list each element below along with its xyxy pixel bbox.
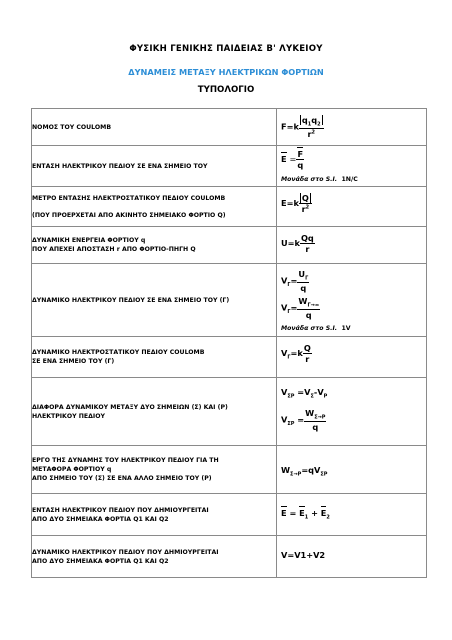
formula-cell [277,264,427,337]
coulomb-formula: F=k $\frac{q_1q_2}{r^2}$ [281,115,324,139]
formula-cell [277,536,427,578]
formula-row-coulomb [32,109,427,146]
row-label: ΜΕΤΡΟ ΕΝΤΑΣΗΣ ΗΛΕΚΤΡΟΣΤΑΤΙΚΟΥ ΠΕΔΙΟΥ COULOMB (ΠΟΥ ΠΡΟΕΡΧΕΤΑΙ ΑΠΟ ΑΚΙΝΗΤΟ ΣΗΜΕΙΑΚΟ ΦΟΡΤΙΟ Q) [32,187,277,227]
row-label: ΔΥΝΑΜΙΚΟ ΗΛΕΚΤΡΙΚΟΥ ΠΕΔΙΟΥ ΣΕ ΕΝΑ ΣΗΜΕΙΟ ΤΟΥ (Γ) [32,264,277,337]
potential-energy-formula: U=k $\frac{Qq}{r}$ [281,233,314,254]
section-heading: ΤΥΠΟΛΟΓΙΟ [197,85,255,95]
formula-cell [277,378,427,446]
si-unit-note: Μονάδα στο S.I. 1N/C [281,176,358,183]
row-label: ΔΥΝΑΜΙΚΟ ΗΛΕΚΤΡΟΣΤΑΤΙΚΟΥ ΠΕΔΙΟΥ COULOMB ΣΕ ΕΝΑ ΣΗΜΕΙΟ ΤΟΥ (Γ) [32,337,277,378]
formula-cell [277,146,427,187]
potential-difference-formula: $V_{\Sigma P} =V_\Sigma-V_P$ [281,387,328,400]
row-label: ΕΝΤΑΣΗ ΗΛΕΚΤΡΙΚΟΥ ΠΕΔΙΟΥ ΠΟΥ ΔΗΜΙΟΥΡΓΕΙΤΑΙ ΑΠΟ ΔΥΟ ΣΗΜΕΙΑΚΑ ΦΟΡΤΙΑ Q1 ΚΑΙ Q2 [32,494,277,536]
row-label: ΕΝΤΑΣΗ ΗΛΕΚΤΡΙΚΟΥ ΠΕΔΙΟΥ ΣΕ ΕΝΑ ΣΗΜΕΙΟ ΤΟΥ [32,146,277,187]
formula-row-potential [32,264,427,337]
formula-row-field-superposition [32,494,427,536]
formula-row-coulomb-field [32,187,427,227]
formula-cell [277,109,427,146]
coulomb-potential-formula: $V_\Gamma=k$ $\frac{Q}{r}$ [281,343,311,364]
field-intensity-formula: E = $\frac{F}{q}$ [281,149,304,170]
formula-row-potential-difference [32,378,427,446]
formula-cell [277,187,427,227]
formula-cell [277,337,427,378]
row-label: ΔΙΑΦΟΡΑ ΔΥΝΑΜΙΚΟΥ ΜΕΤΑΞΥ ΔΥΟ ΣΗΜΕΙΩΝ (Σ) ΚΑΙ (Ρ) ΗΛΕΚΤΡΙΚΟΥ ΠΕΔΙΟΥ [32,378,277,446]
formula-cell [277,494,427,536]
formula-row-potential-superposition [32,536,427,578]
formula-row-work [32,446,427,494]
row-label: ΔΥΝΑΜΙΚΗ ΕΝΕΡΓΕΙΑ ΦΟΡΤΙΟΥ q ΠΟΥ ΑΠΕΧΕΙ ΑΠΟΣΤΑΣΗ r ΑΠΟ ΦΟΡΤΙΟ-ΠΗΓΗ Q [32,227,277,264]
potential-formula-work: $V_\Gamma=$ $\frac{W_{\Gamma\to\infty}}{q}$ [281,296,319,320]
formula-row-potential-energy [32,227,427,264]
work-formula: $W_{\Sigma\to P}=qV_{\Sigma P}$ [281,465,328,478]
field-superposition-formula: $E = E_1 + E_2$ [281,508,330,521]
si-unit-note: Μονάδα στο S.I. 1V [281,325,351,332]
row-label: ΕΡΓΟ ΤΗΣ ΔΥΝΑΜΗΣ ΤΟΥ ΗΛΕΚΤΡΙΚΟΥ ΠΕΔΙΟΥ ΓΙΑ ΤΗ ΜΕΤΑΦΟΡΑ ΦΟΡΤΙΟΥ q ΑΠΟ ΣΗΜΕΙΟ ΤΟΥ (Σ) ΣΕ ΕΝΑ ΑΛΛΟ ΣΗΜΕΙΟ ΤΟΥ (Ρ) [32,446,277,494]
formula-cell [277,446,427,494]
potential-superposition-formula: V=V1+V2 [281,550,326,560]
row-label: ΝΟΜΟΣ ΤΟΥ COULOMB [32,109,277,146]
formula-row-coulomb-potential [32,337,427,378]
row-label: ΔΥΝΑΜΙΚΟ ΗΛΕΚΤΡΙΚΟΥ ΠΕΔΙΟΥ ΠΟΥ ΔΗΜΙΟΥΡΓΕΙΤΑΙ ΑΠΟ ΔΥΟ ΣΗΜΕΙΑΚΑ ΦΟΡΤΙΑ Q1 ΚΑΙ Q2 [32,536,277,578]
formula-row-field-intensity [32,146,427,187]
document-subtitle: ΔΥΝΑΜΕΙΣ ΜΕΤΑΞΥ ΗΛΕΚΤΡΙΚΩΝ ΦΟΡΤΙΩΝ [128,67,324,77]
document-title: ΦΥΣΙΚΗ ΓΕΝΙΚΗΣ ΠΑΙΔΕΙΑΣ Β' ΛΥΚΕΙΟΥ [129,44,323,54]
potential-formula-energy: $V_\Gamma=$ $\frac{U_\Gamma}{q}$ [281,269,309,293]
formula-table [31,108,427,578]
potential-difference-work-formula: $V_{\Sigma P}$ = $\frac{W_{\Sigma\to P}}{q}$ [281,408,326,432]
coulomb-field-formula: E=k $\frac{Q}{r^2}$ [281,193,312,214]
formula-cell [277,227,427,264]
